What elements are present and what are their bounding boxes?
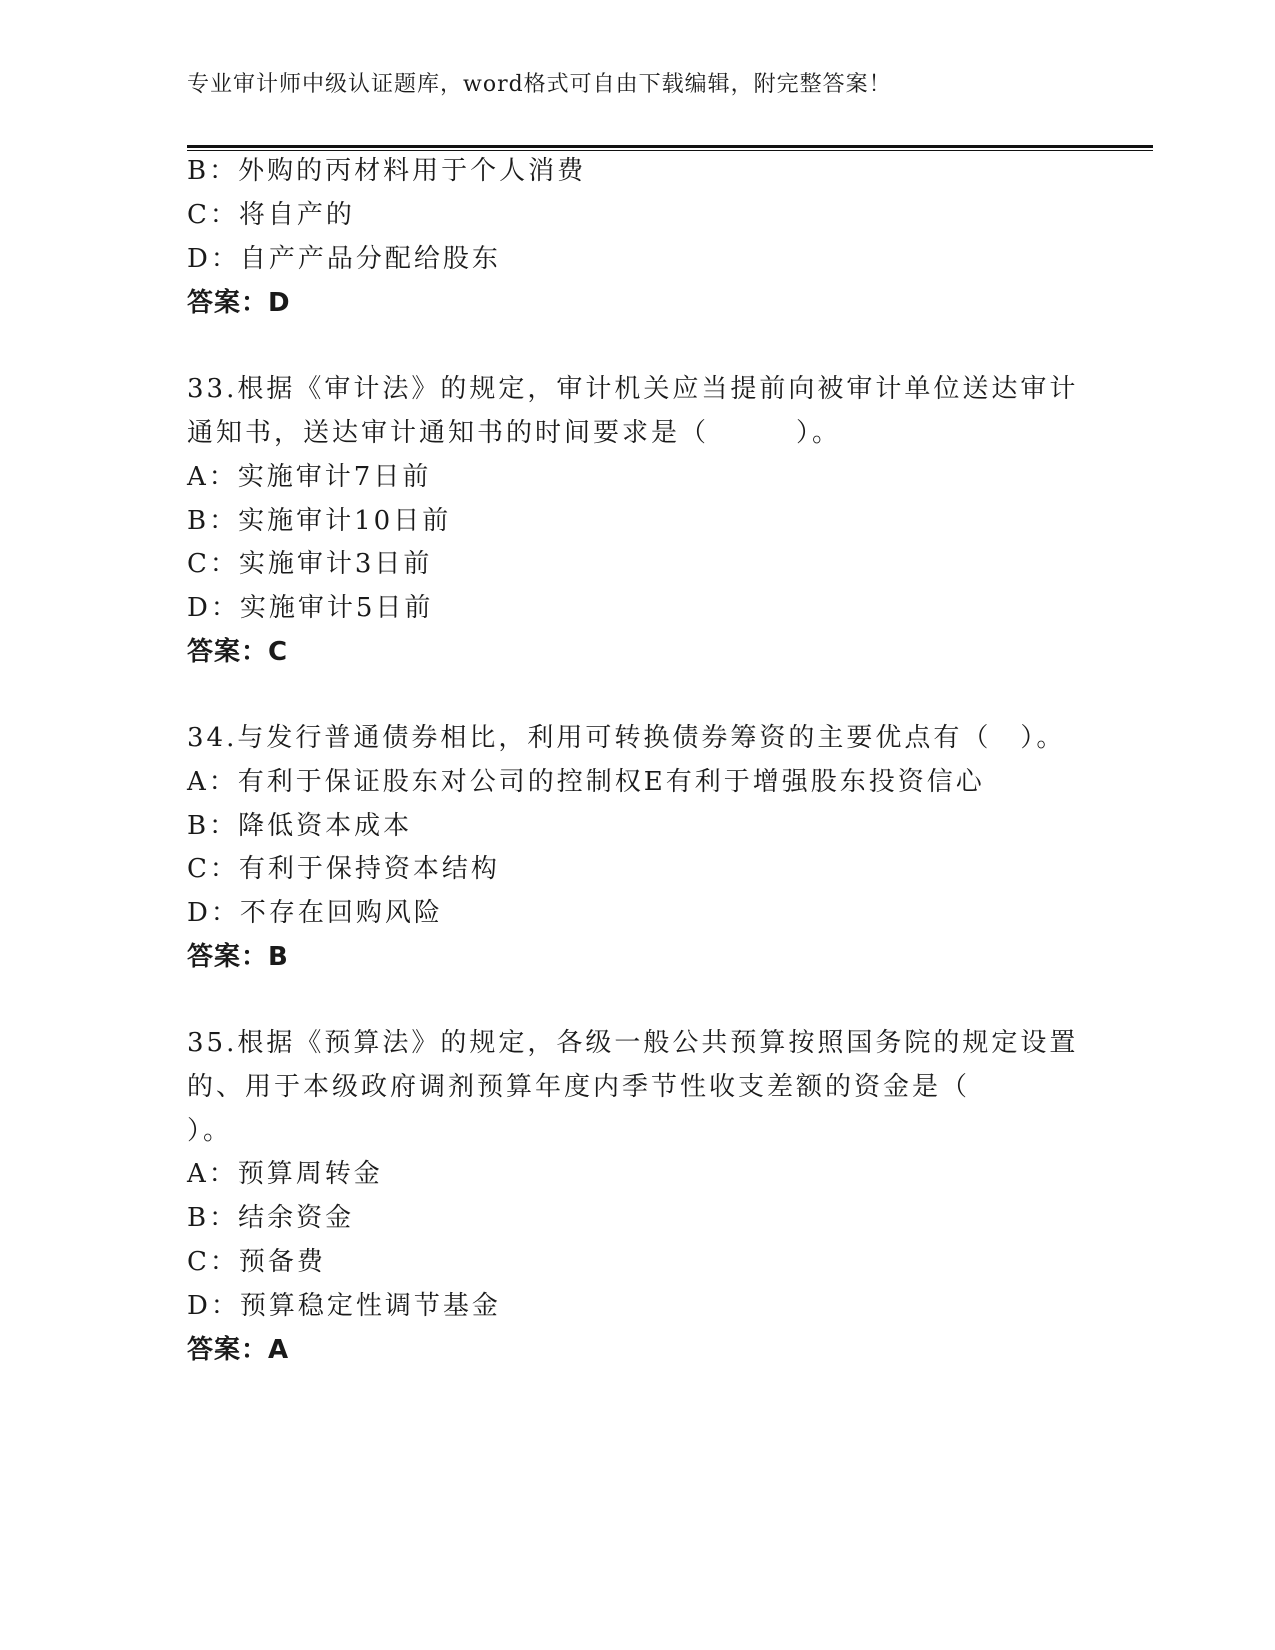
question-35-stem-line-1: 35.根据《预算法》的规定，各级一般公共预算按照国务院的规定设置: [187, 1028, 1079, 1058]
header-divider: [187, 145, 1153, 148]
question-35-option-b: B：结余资金: [187, 1203, 355, 1233]
question-33-option-a: A：实施审计7日前: [187, 462, 432, 492]
question-33-option-b: B：实施审计10日前: [187, 506, 452, 536]
question-35-option-d: D：预算稳定性调节基金: [187, 1291, 501, 1321]
page-header: 专业审计师中级认证题库，word格式可自由下载编辑，附完整答案！: [187, 72, 892, 97]
question-34-option-b: B：降低资本成本: [187, 811, 413, 841]
question-33-answer: 答案：C: [187, 637, 289, 667]
question-33-stem-line-1: 33.根据《审计法》的规定，审计机关应当提前向被审计单位送达审计: [187, 374, 1079, 404]
question-35-stem-line-2: 的、用于本级政府调剂预算年度内季节性收支差额的资金是（: [187, 1072, 971, 1102]
option-b: B：外购的丙材料用于个人消费: [187, 156, 587, 186]
question-33-option-c: C：实施审计3日前: [187, 549, 433, 579]
option-d: D：自产产品分配给股东: [187, 244, 501, 274]
question-35-option-c: C：预备费: [187, 1247, 326, 1277]
answer-line: 答案：D: [187, 288, 291, 318]
question-34-option-d: D：不存在回购风险: [187, 898, 443, 928]
question-34-option-a: A：有利于保证股东对公司的控制权E有利于增强股东投资信心: [187, 767, 985, 797]
question-34-answer: 答案：B: [187, 942, 289, 972]
question-34-stem-line-1: 34.与发行普通债券相比，利用可转换债券筹资的主要优点有（ ）。: [187, 723, 1066, 753]
question-35-option-a: A：预算周转金: [187, 1159, 383, 1189]
question-35-stem-line-3: ）。: [187, 1116, 233, 1146]
question-33-option-d: D：实施审计5日前: [187, 593, 434, 623]
header-divider-thin: [187, 150, 1153, 151]
question-35-answer: 答案：A: [187, 1335, 290, 1365]
option-c: C：将自产的: [187, 200, 355, 230]
question-33-stem-line-2: 通知书，送达审计通知书的时间要求是（ ）。: [187, 418, 842, 448]
question-34-option-c: C：有利于保持资本结构: [187, 854, 500, 884]
